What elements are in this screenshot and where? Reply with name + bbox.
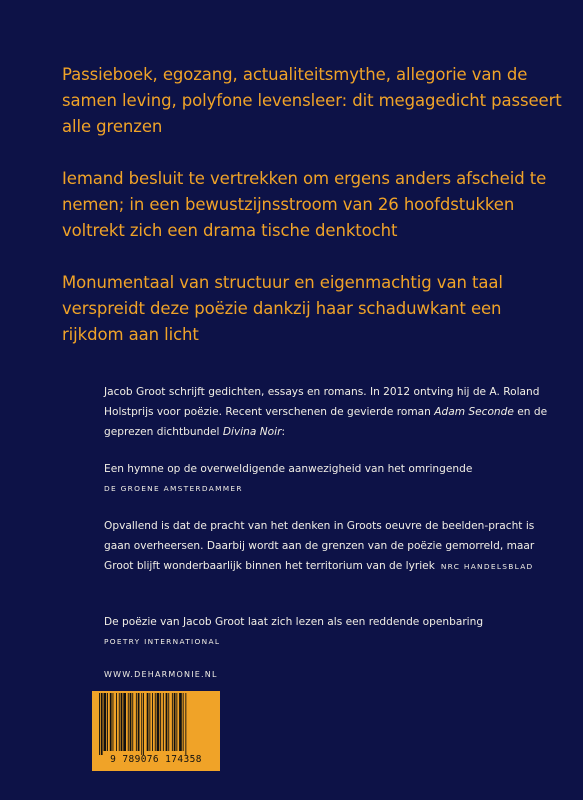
barcode-bar	[113, 693, 114, 751]
quote-source: DE GROENE AMSTERDAMMER	[104, 484, 243, 493]
barcode-bar	[141, 693, 142, 755]
barcode-bar	[119, 693, 120, 751]
quote-text: Opvallend is dat de pracht van het denken in Groots oeuvre de beelden-pracht is gaan overheersen. Daarbij wordt aan de grenzen van de poëzie gemorreld, maar Groot blijft wonderbaarlijk binnen het territorium van de lyriek	[104, 520, 535, 572]
quote-source: NRC HANDELSBLAD	[440, 562, 534, 571]
barcode-bar	[172, 693, 173, 751]
blurb-2: Iemand besluit te vertrekken om ergens anders afscheid te nemen; in een bewustzijnsstroom van 26 hoofdstukken voltrekt zich een drama tische denktocht	[62, 169, 547, 240]
barcode-bar	[179, 693, 182, 751]
barcode-bar	[99, 693, 100, 755]
barcode-bar	[168, 693, 169, 751]
review-quote-2	[104, 516, 549, 577]
blurb-1: Passieboek, egozang, actualiteitsmythe, allegorie van de samen leving, polyfone levensleer: dit megagedicht passeert alle grenzen	[62, 65, 562, 136]
barcode-bar	[101, 693, 103, 755]
barcode-bar	[116, 693, 117, 751]
barcode-bar	[128, 693, 129, 751]
isbn-barcode	[92, 691, 220, 771]
barcode-number: 9 789076 174358	[110, 754, 202, 765]
barcode-bar	[160, 693, 161, 751]
bio-title-novel: Adam Seconde	[434, 406, 514, 418]
quote-text: De poëzie van Jacob Groot laat zich lezen als een reddende openbaring	[104, 616, 484, 628]
barcode-bar	[185, 693, 186, 755]
barcode-bar	[143, 693, 144, 755]
barcode-bar	[123, 693, 126, 751]
barcode-bar	[155, 693, 156, 751]
review-quote-3	[104, 612, 549, 652]
barcode-bar	[104, 693, 107, 751]
barcode-bar	[176, 693, 177, 751]
barcode-bar	[163, 693, 164, 751]
quote-source: POETRY INTERNATIONAL	[104, 637, 221, 646]
barcode-bar	[149, 693, 150, 751]
barcode-bar	[157, 693, 160, 751]
barcode-bar	[130, 693, 132, 751]
bio-text-2: en de geprezen dichtbundel	[104, 406, 548, 438]
barcode-bar	[147, 693, 149, 751]
barcode-bar	[121, 693, 123, 751]
barcode-bar	[110, 693, 112, 751]
barcode-bar	[183, 693, 184, 751]
bio-text-1: Jacob Groot schrijft gedichten, essays en romans. In 2012 ontving hij de A. Roland Holstprijs voor poëzie. Recent verschenen de gevierde roman	[104, 386, 540, 418]
barcode-bar	[107, 693, 108, 751]
barcode-bar	[152, 693, 153, 751]
bio-text-3: :	[281, 426, 286, 438]
quote-text: Een hymne op de overweldigende aanwezigheid van het omringende	[104, 463, 473, 475]
barcode-bar	[132, 693, 133, 751]
barcode-bar	[136, 693, 137, 751]
barcode-bar	[174, 693, 176, 751]
barcode-bars	[98, 693, 214, 755]
review-quote-1	[104, 459, 549, 499]
barcode-bar	[166, 693, 168, 751]
author-bio	[104, 382, 554, 442]
blurb-3: Monumentaal van structuur en eigenmachtig van taal verspreidt deze poëzie dankzij haar schaduwkant een rijkdom aan licht	[62, 273, 503, 344]
barcode-bar	[138, 693, 140, 751]
bio-title-collection: Divina Noir	[222, 426, 282, 438]
publisher-website: WWW.DEHARMONIE.NL	[104, 670, 218, 679]
